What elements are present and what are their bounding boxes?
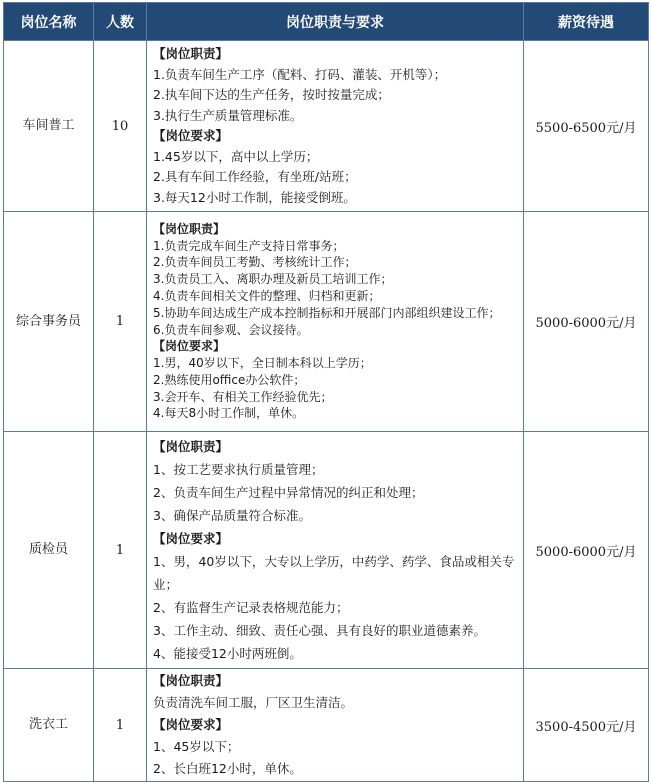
headcount: 1: [94, 212, 147, 432]
requirement-header: 【岗位要求】: [153, 339, 226, 354]
header-row: [4, 3, 649, 41]
job-table: [3, 2, 649, 782]
requirement-item: 2.具有车间工作经验，有坐班/站班；: [153, 169, 357, 184]
table-row: [4, 41, 649, 212]
duty-item: 3、确保产品质量符合标准。: [153, 508, 311, 523]
requirement-item: 2、长白班12小时，单休。: [153, 761, 302, 776]
requirement-item: 4.每天8小时工作制，单休。: [153, 406, 305, 421]
duty-item: 1、按工艺要求执行质量管理；: [153, 462, 324, 477]
table-row: [4, 432, 649, 669]
duty-item: 2.负责车间员工考勤、考核统计工作；: [153, 255, 357, 270]
headcount: 10: [94, 41, 147, 212]
salary: 3500-4500元/月: [524, 669, 649, 782]
requirement-item: 1、45岁以下；: [153, 739, 240, 754]
header-salary: 薪资待遇: [524, 3, 649, 41]
duty-item: 负责清洗车间工服，厂区卫生清洁。: [153, 695, 354, 710]
requirement-item: 2.熟练使用office办公软件；: [153, 372, 306, 387]
requirement-header: 【岗位要求】: [153, 531, 229, 546]
table-row: [4, 669, 649, 782]
position-name: 洗衣工: [4, 669, 94, 782]
salary: 5500-6500元/月: [524, 41, 649, 212]
requirement-item: 4、能接受12小时两班倒。: [153, 646, 302, 661]
requirement-header: 【岗位要求】: [153, 717, 229, 732]
salary: 5000-6000元/月: [524, 212, 649, 432]
position-name: 综合事务员: [4, 212, 94, 432]
header-duties-requirements: 岗位职责与要求: [147, 3, 524, 41]
requirement-item: 3、工作主动、细致、责任心强、具有良好的职业道德素养。: [153, 623, 486, 638]
duty-header: 【岗位职责】: [153, 673, 229, 688]
duty-item: 4.负责车间相关文件的整理、归档和更新；: [153, 288, 381, 303]
headcount: 1: [94, 669, 147, 782]
requirement-item: 1.男，40岁以下，全日制本科以上学历；: [153, 356, 372, 371]
duty-header: 【岗位职责】: [153, 46, 229, 61]
duty-item: 3.负责员工入、离职办理及新员工培训工作；: [153, 272, 393, 287]
duties-requirements: [147, 669, 524, 782]
duty-header: 【岗位职责】: [153, 439, 229, 454]
duty-item: 1.负责车间生产工序（配料、打码、灌装、开机等）；: [153, 66, 447, 82]
position-name: 车间普工: [4, 41, 94, 212]
duty-item: 1.负责完成车间生产支持日常事务；: [153, 238, 345, 253]
table-row: [4, 212, 649, 432]
duty-item: 3.执行生产质量管理标准。: [153, 107, 303, 123]
duty-header: 【岗位职责】: [153, 221, 226, 236]
duties-requirements: [147, 432, 524, 669]
duty-item: 6.负责车间参观、会议接待。: [153, 322, 309, 337]
duty-item: 2.执车间下达的生产任务，按时按量完成；: [153, 87, 390, 102]
duties-requirements: [147, 212, 524, 432]
requirement-item: 1、男，40岁以下，大专以上学历，中药学、药学、食品或相关专业；: [153, 554, 515, 592]
requirement-item: 2、有监督生产记录表格规范能力；: [153, 600, 349, 615]
duty-item: 2、负责车间生产过程中异常情况的纠正和处理；: [153, 485, 424, 500]
requirement-item: 3.会开车、有相关工作经验优先；: [153, 389, 333, 404]
header-position-name: 岗位名称: [4, 3, 94, 41]
requirement-header: 【岗位要求】: [153, 128, 229, 143]
requirement-item: 1.45岁以下，高中以上学历；: [153, 148, 319, 164]
position-name: 质检员: [4, 432, 94, 669]
duty-item: 5.协助车间达成生产成本控制指标和开展部门内部组织建设工作；: [153, 305, 501, 320]
headcount: 1: [94, 432, 147, 669]
requirement-item: 3.每天12小时工作制，能接受倒班。: [153, 189, 356, 205]
header-headcount: 人数: [94, 3, 147, 41]
salary: 5000-6000元/月: [524, 432, 649, 669]
duties-requirements: [147, 41, 524, 212]
